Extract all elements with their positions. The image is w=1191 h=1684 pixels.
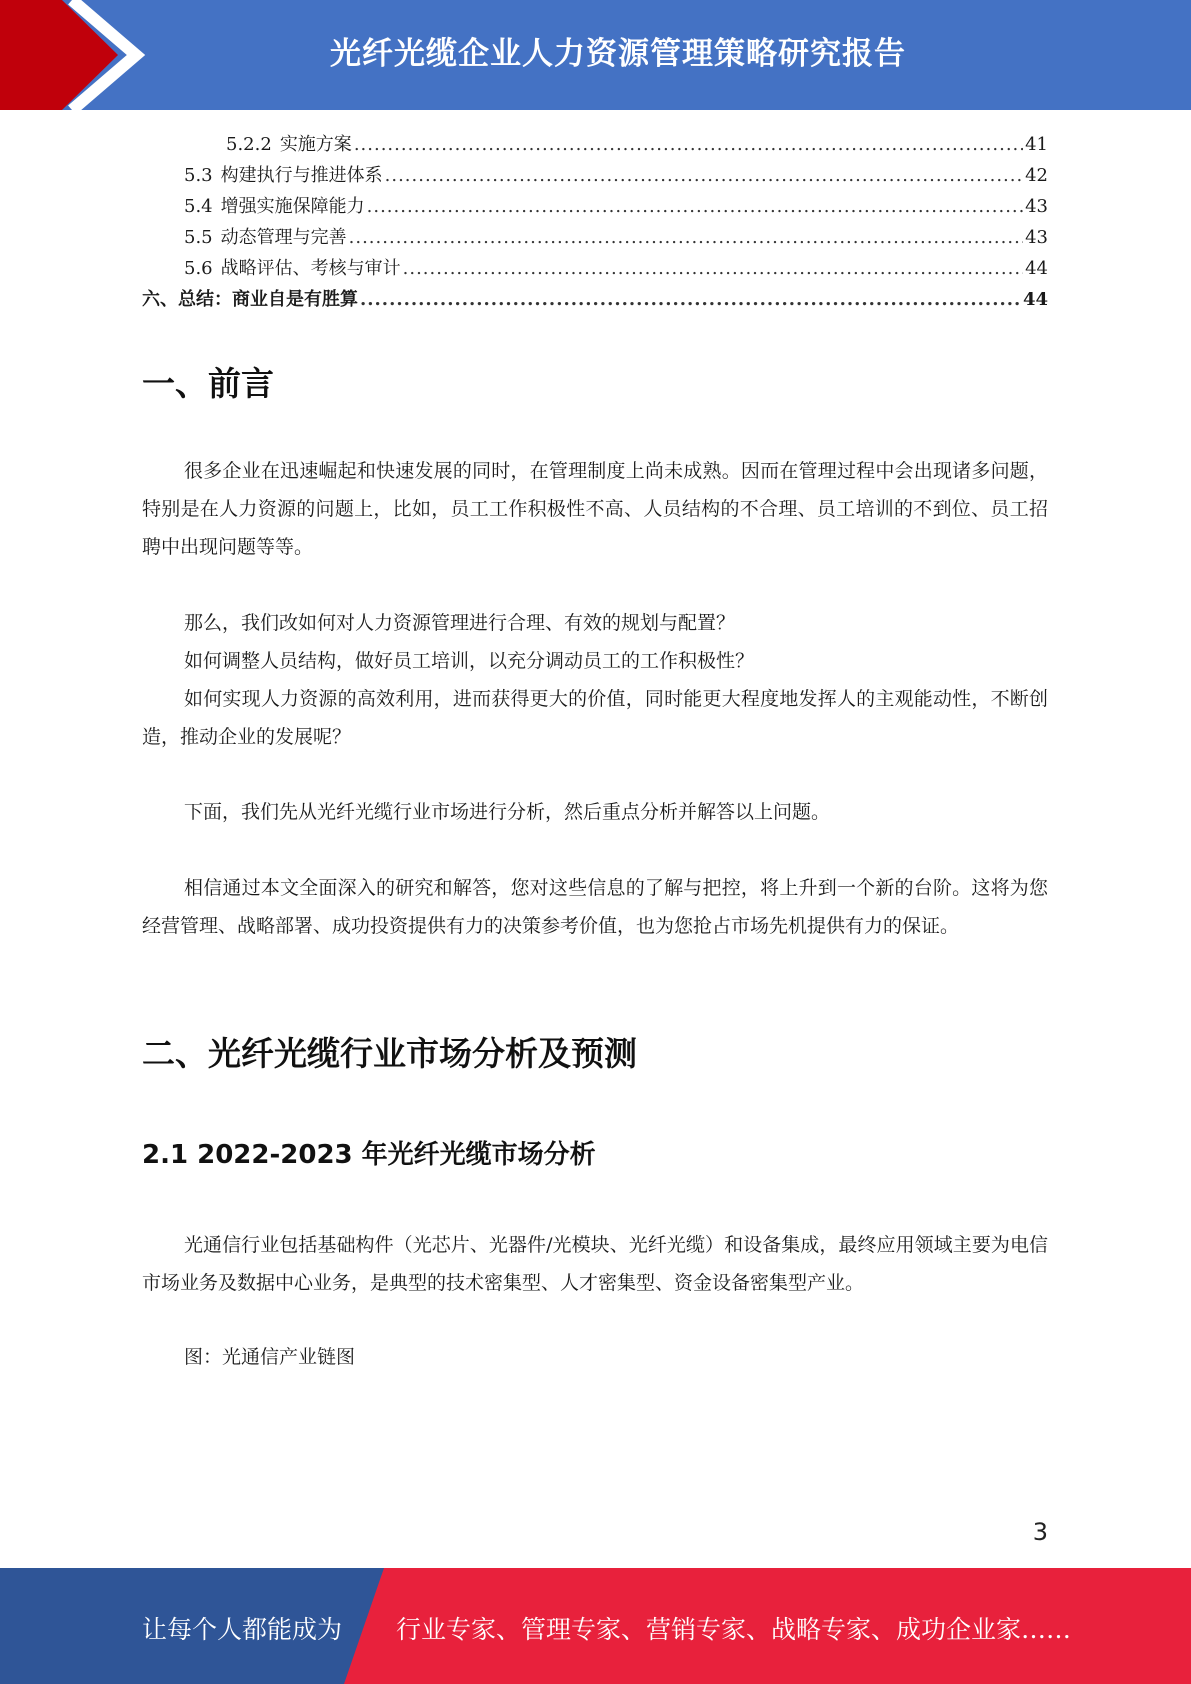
toc-entry-number: 5.3 (184, 165, 213, 186)
toc-leader-dots (367, 196, 1023, 217)
toc-entry-page: 43 (1025, 227, 1048, 248)
footer-slogan-left: 让每个人都能成为 (142, 1615, 343, 1644)
section-heading-market-analysis: 二、光纤光缆行业市场分析及预测 (142, 1034, 637, 1073)
figure-caption: 图：光通信产业链图 (184, 1346, 356, 1368)
toc-leader-dots (385, 165, 1023, 186)
page-number: 3 (1032, 1518, 1048, 1546)
toc-entry[interactable] (142, 192, 1048, 223)
subsection-heading: 2.1 2022-2023 年光纤光缆市场分析 (142, 1140, 596, 1170)
toc-entry-label: 实施方案 (279, 134, 352, 155)
toc-leader-dots (403, 258, 1023, 279)
toc-entry-label: 动态管理与完善 (220, 227, 347, 248)
page-header (0, 0, 1191, 110)
paragraph: 那么，我们改如何对人力资源管理进行合理、有效的规划与配置？ (184, 612, 736, 634)
paragraph: 下面，我们先从光纤光缆行业市场进行分析，然后重点分析并解答以上问题。 (184, 801, 831, 823)
toc-entry[interactable] (142, 161, 1048, 192)
paragraph: 光通信行业包括基础构件（光芯片、光器件/光模块、光纤光缆）和设备集成，最终应用领域主要为电信市场业务及数据中心业务，是典型的技术密集型、人才密集型、资金设备密集型产业。 (142, 1234, 1048, 1294)
page-footer (0, 1568, 1191, 1684)
toc-entry-page: 41 (1025, 134, 1048, 155)
toc-entry-number: 5.5 (184, 227, 213, 248)
toc-entry-number: 5.4 (184, 196, 213, 217)
toc-entry-page: 44 (1022, 289, 1048, 310)
paragraph: 相信通过本文全面深入的研究和解答，您对这些信息的了解与把控，将上升到一个新的台阶。这将为您经营管理、战略部署、成功投资提供有力的决策参考价值，也为您抢占市场先机提供有力的保证。 (142, 877, 1048, 937)
paragraph: 如何实现人力资源的高效利用，进而获得更大的价值，同时能更大程度地发挥人的主观能动性，不断创造，推动企业的发展呢？ (142, 688, 1048, 748)
toc-leader-dots (360, 289, 1021, 310)
toc-entry-page: 43 (1025, 196, 1048, 217)
toc-entry-label: 增强实施保障能力 (220, 196, 365, 217)
header-title: 光纤光缆企业人力资源管理策略研究报告 (330, 36, 906, 72)
toc-entry[interactable] (142, 285, 1048, 316)
toc-entry[interactable] (142, 254, 1048, 285)
toc-leader-dots (354, 134, 1023, 155)
toc-entry[interactable] (142, 223, 1048, 254)
toc-entry-page: 44 (1025, 258, 1048, 279)
footer-slogan-right: 行业专家、管理专家、营销专家、战略专家、成功企业家…… (396, 1615, 1072, 1644)
toc-leader-dots (349, 227, 1023, 248)
toc-entry-page: 42 (1025, 165, 1048, 186)
toc-entry-number: 5.2.2 (226, 134, 272, 155)
toc-entry-label: 六、总结：商业自是有胜算 (142, 289, 358, 310)
toc-entry-number: 5.6 (184, 258, 213, 279)
table-of-contents (142, 130, 1048, 316)
paragraph: 如何调整人员结构，做好员工培训，以充分调动员工的工作积极性？ (184, 650, 755, 672)
toc-entry-label: 战略评估、考核与审计 (220, 258, 401, 279)
section-heading-preface: 一、前言 (142, 364, 274, 403)
paragraph: 很多企业在迅速崛起和快速发展的同时，在管理制度上尚未成熟。因而在管理过程中会出现诸多问题，特别是在人力资源的问题上，比如，员工工作积极性不高、人员结构的不合理、员工培训的不到位、员工招聘中出现问题等等。 (142, 460, 1048, 558)
toc-entry[interactable] (142, 130, 1048, 161)
toc-entry-label: 构建执行与推进体系 (220, 165, 383, 186)
